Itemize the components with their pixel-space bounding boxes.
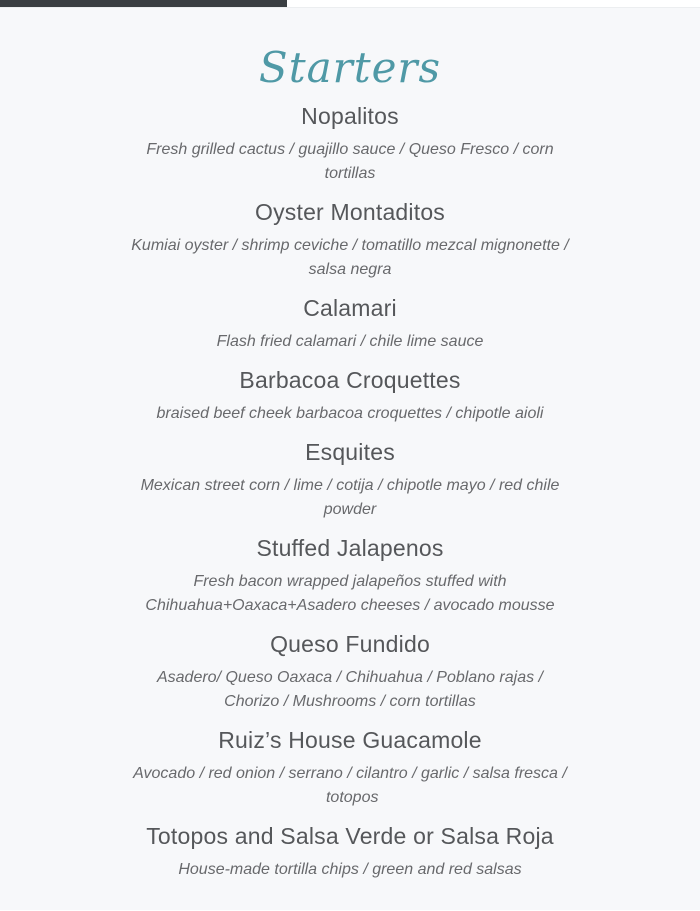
top-strip: [0, 0, 700, 8]
menu-item-description: braised beef cheek barbacoa croquettes / chipotle aioli: [156, 405, 544, 423]
menu-item: [115, 438, 585, 522]
menu-item: [115, 294, 585, 354]
menu-item: [115, 822, 585, 882]
menu-item-description: Avocado / red onion / serrano / cilantro / garlic / salsa fresca / totopos: [133, 765, 567, 807]
starters-menu-list: [115, 102, 585, 882]
menu-item-name: Ruiz’s House Guacamole: [218, 727, 482, 754]
menu-item-name: Esquites: [305, 439, 395, 466]
menu-item: [115, 366, 585, 426]
menu-item: [115, 630, 585, 714]
menu-item-description: Flash fried calamari / chile lime sauce: [216, 333, 484, 351]
section-heading-starters: Starters: [258, 43, 442, 92]
menu-item-name: Totopos and Salsa Verde or Salsa Roja: [146, 823, 554, 850]
menu-item-name: Oyster Montaditos: [254, 199, 446, 226]
menu-item-name: Nopalitos: [301, 103, 399, 130]
menu-item-description: House-made tortilla chips / green and red salsas: [178, 861, 522, 879]
menu-item-name: Barbacoa Croquettes: [239, 367, 461, 394]
menu-item: [115, 534, 585, 618]
menu-item-description: Mexican street corn / lime / cotija / chipotle mayo / red chile powder: [140, 477, 560, 519]
menu-item-name: Stuffed Jalapenos: [256, 535, 444, 562]
menu-item-description: Asadero/ Queso Oaxaca / Chihuahua / Poblano rajas / Chorizo / Mushrooms / corn tortillas: [156, 669, 543, 711]
menu-page-background: [0, 8, 700, 910]
menu-item: [115, 726, 585, 810]
menu-item: [115, 198, 585, 282]
menu-item-name: Calamari: [303, 295, 397, 322]
menu-item: [115, 102, 585, 186]
menu-item-description: Kumiai oyster / shrimp ceviche / tomatillo mezcal mignonette / salsa negra: [131, 237, 569, 279]
menu-item-description: Fresh bacon wrapped jalapeños stuffed with Chihuahua+Oaxaca+Asadero cheeses / avocado mousse: [145, 573, 555, 615]
menu-item-name: Queso Fundido: [270, 631, 430, 658]
page-loading-bar: [0, 0, 287, 7]
menu-item-description: Fresh grilled cactus / guajillo sauce / Queso Fresco / corn tortillas: [146, 141, 554, 183]
